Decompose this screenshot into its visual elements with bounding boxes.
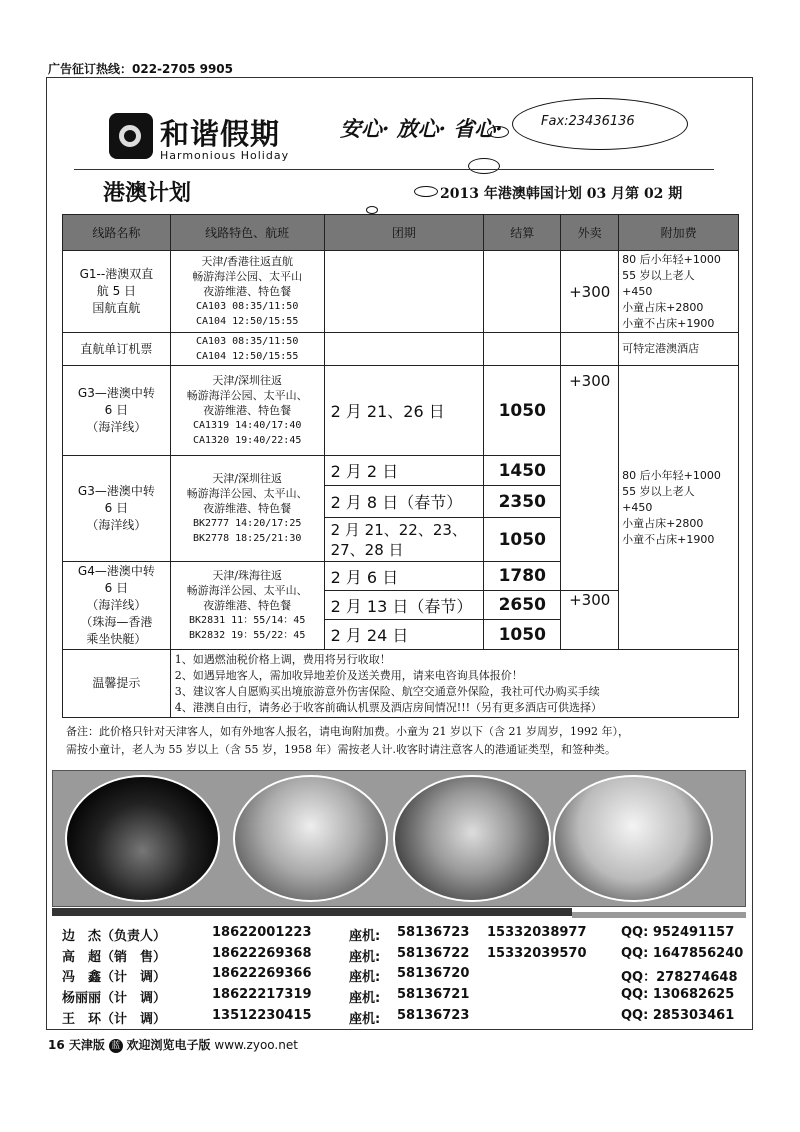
contact-mobile: 18622269368: [212, 946, 312, 961]
contact-row: [62, 1008, 742, 1029]
surcharge-g3-g4: [619, 366, 739, 650]
header-dates: 团期: [324, 215, 484, 251]
feature-line: 夜游维港、特色餐: [203, 599, 292, 612]
cloud-bubble-icon: [468, 158, 500, 174]
route-features-ticket: [170, 333, 324, 366]
flight-line: CA1319 14:40/17:40: [193, 420, 302, 431]
tip-item: 1、如遇燃油税价格上调，费用将另行收取！: [174, 652, 391, 666]
slogan: 安心· 放心· 省心·: [340, 116, 503, 141]
dolphin-photo: [233, 775, 388, 902]
route-name-ticket: 直航单订机票: [63, 333, 171, 366]
price-g1-empty: [484, 251, 561, 333]
contact-tel: 58136722: [397, 946, 470, 961]
feature-line: 天津/珠海往返: [212, 569, 283, 582]
flight-line: CA1320 19:40/22:45: [193, 435, 302, 446]
price-g3a: 1050: [484, 366, 561, 456]
contact-name: 杨丽丽（计 调）: [62, 991, 167, 1006]
contact-tel-label: 座机:: [349, 991, 381, 1006]
brand-name: 和谐假期: [160, 117, 281, 151]
route-features-g3a: [170, 366, 324, 456]
section-title: 港澳计划: [103, 180, 192, 206]
surcharge-line: 小童不占床+1900: [622, 316, 715, 330]
remarks-line: 备注：此价格只针对天津客人，如有外地客人报名，请电询附加费。小童为 21 岁以下（含 21 岁周岁，1992 年），: [66, 725, 629, 738]
divider-bar-light: [572, 912, 746, 918]
contact-mobile2: 15332038977: [487, 925, 587, 940]
tour-table: [62, 214, 739, 718]
contact-name: 高 超（销 售）: [62, 950, 167, 965]
contact-mobile: 18622217319: [212, 987, 312, 1002]
surcharge-line: 55 岁以上老人: [622, 484, 695, 498]
plan-oval-icon: [414, 186, 438, 197]
flight-line: CA104 12:50/15:55: [196, 316, 299, 327]
feature-line: 天津/深圳往返: [212, 472, 283, 485]
dates-ticket-empty: [324, 333, 484, 366]
route-name-line: 6 日: [104, 403, 129, 417]
contact-mobile: 13512230415: [212, 1008, 312, 1023]
dates-g1-empty: [324, 251, 484, 333]
route-name-line: G1--港澳双直: [79, 267, 154, 281]
dates-g3b-2: 2 月 8 日（春节）: [324, 486, 484, 518]
surcharge-line: +450: [622, 500, 653, 514]
feature-line: 天津/香港往返直航: [201, 255, 294, 268]
footer-url[interactable]: www.zyoo.net: [214, 1038, 298, 1052]
route-name-line: G3—港澳中转: [77, 386, 155, 400]
hongkong-night-photo: [65, 775, 220, 902]
table-row: [63, 366, 739, 456]
route-name-line: （海洋线）: [86, 518, 147, 532]
contact-name: 边 杰（负责人）: [62, 929, 167, 944]
route-name-g4: [63, 562, 171, 650]
flight-line: CA104 12:50/15:55: [196, 351, 299, 362]
flight-line: CA103 08:35/11:50: [196, 336, 299, 347]
header-features: 线路特色、航班: [170, 215, 324, 251]
contact-tel: 58136721: [397, 987, 470, 1002]
route-name-g1: [63, 251, 171, 333]
surcharge-line: 80 后小年轻+1000: [622, 468, 721, 482]
contact-tel-label: 座机:: [349, 950, 381, 965]
disney-mickey-photo: [393, 775, 551, 902]
remarks-line: 需按小童计，老人为 55 岁以上（含 55 岁，1958 年）需按老人计.收客时请注意客人的港通证类型，和签种类。: [66, 743, 616, 756]
retail-g1: +300: [561, 251, 619, 333]
header-divider: [74, 169, 714, 170]
plan-title: 2013 年港澳韩国计划 03 月第 02 期: [440, 186, 683, 202]
price-g4-1: 1780: [484, 562, 561, 591]
feature-line: 畅游海洋公园、太平山、: [186, 584, 308, 597]
route-name-line: G3—港澳中转: [77, 484, 155, 498]
flight-line: BK2831 11：55/14：45: [189, 615, 306, 626]
dates-g3b-3: 2 月 21、22、23、27、28 日: [324, 518, 484, 562]
contact-row: [62, 946, 742, 967]
contact-row: [62, 966, 742, 987]
surcharge-line: +450: [622, 284, 653, 298]
header-settlement: 结算: [484, 215, 561, 251]
contact-qq: QQ: 285303461: [621, 1008, 735, 1023]
retail-ticket-empty: [561, 333, 619, 366]
route-name-line: 乘坐快艇）: [86, 632, 147, 646]
page-number: 16 天津版: [48, 1038, 105, 1052]
route-name-line: 航 5 日: [96, 284, 137, 298]
dates-g3a: 2 月 21、26 日: [324, 366, 484, 456]
edition-badge-icon: 蓝: [109, 1039, 123, 1053]
feature-line: 畅游海洋公园、太平山、: [186, 487, 308, 500]
surcharge-ticket: 可特定港澳酒店: [619, 333, 739, 366]
contact-tel: 58136723: [397, 1008, 470, 1023]
contact-mobile: 18622001223: [212, 925, 312, 940]
header-surcharge: 附加费: [619, 215, 739, 251]
route-name-g3b: [63, 456, 171, 562]
contact-qq: QQ：278274648: [621, 970, 738, 985]
flight-line: CA103 08:35/11:50: [196, 301, 299, 312]
tip-item: 2、如遇异地客人，需加收异地差价及送关费用，请来电咨询具体报价！: [174, 668, 523, 682]
route-name-line: G4—港澳中转: [77, 564, 155, 578]
price-g3b-1: 1450: [484, 456, 561, 486]
photo-collage: [52, 770, 746, 907]
route-features-g1: [170, 251, 324, 333]
price-g4-2: 2650: [484, 591, 561, 620]
table-row: [63, 650, 739, 718]
flight-line: BK2778 18:25/21:30: [193, 533, 302, 544]
contact-tel: 58136723: [397, 925, 470, 940]
contact-name: 王 环（计 调）: [62, 1012, 167, 1027]
flight-line: BK2777 14:20/17:25: [193, 518, 302, 529]
price-g3b-3: 1050: [484, 518, 561, 562]
table-header-row: [63, 215, 739, 251]
route-name-line: （海洋线）: [86, 598, 147, 612]
contact-row: [62, 987, 742, 1008]
feature-line: 畅游海洋公园、太平山: [192, 270, 303, 283]
price-g4-3: 1050: [484, 620, 561, 650]
surcharge-line: 55 岁以上老人: [622, 268, 695, 282]
route-name-line: 6 日: [104, 501, 129, 515]
remarks: [62, 723, 739, 761]
surcharge-line: 小童不占床+1900: [622, 532, 715, 546]
cloud-bubble-icon: [366, 206, 378, 214]
header-route: 线路名称: [63, 215, 171, 251]
contact-name: 冯 鑫（计 调）: [62, 970, 167, 985]
contact-mobile2: 15332039570: [487, 946, 587, 961]
feature-line: 夜游维港、特色餐: [203, 502, 292, 515]
route-name-line: （海洋线）: [86, 420, 147, 434]
price-ticket-empty: [484, 333, 561, 366]
page-footer: [48, 1036, 298, 1053]
dates-g3b-1: 2 月 2 日: [324, 456, 484, 486]
contact-tel-label: 座机:: [349, 970, 381, 985]
table-row: [63, 251, 739, 333]
retail-g3: +300: [561, 366, 619, 591]
contact-qq: QQ: 1647856240: [621, 946, 744, 961]
feature-line: 畅游海洋公园、太平山、: [186, 389, 308, 402]
cloud-bubble-icon: [487, 126, 509, 138]
surcharge-line: 小童占床+2800: [622, 300, 704, 314]
header-retail: 外卖: [561, 215, 619, 251]
route-name-g3a: [63, 366, 171, 456]
contact-tel: 58136720: [397, 966, 470, 981]
contact-qq: QQ: 952491157: [621, 925, 735, 940]
dates-g4-1: 2 月 6 日: [324, 562, 484, 591]
dates-g4-3: 2 月 24 日: [324, 620, 484, 650]
tip-item: 3、建议客人自愿购买出境旅游意外伤害保险、航空交通意外保险，我社可代办购买手续: [174, 684, 600, 698]
route-name-line: 国航直航: [92, 301, 141, 315]
contact-mobile: 18622269366: [212, 966, 312, 981]
tips-label: 温馨提示: [63, 650, 171, 718]
fax-number: Fax:23436136: [541, 114, 635, 129]
feature-line: 夜游维港、特色餐: [203, 285, 292, 298]
brand-logo-icon: [109, 113, 153, 159]
feature-line: 天津/深圳往返: [212, 374, 283, 387]
tips-list: [170, 650, 738, 718]
surcharge-g1: [619, 251, 739, 333]
surcharge-line: 80 后小年轻+1000: [622, 252, 721, 266]
dates-g4-2: 2 月 13 日（春节）: [324, 591, 484, 620]
divider-bar: [52, 908, 572, 916]
feature-line: 夜游维港、特色餐: [203, 404, 292, 417]
contact-tel-label: 座机:: [349, 1012, 381, 1027]
tip-item: 4、港澳自由行，请务必于收客前确认机票及酒店房间情况!!!（另有更多酒店可供选择）: [174, 700, 603, 714]
retail-g4: +300: [561, 591, 619, 650]
eiffel-tower-photo: [553, 775, 713, 902]
contact-tel-label: 座机:: [349, 929, 381, 944]
ad-hotline: 广告征订热线：022-2705 9905: [48, 62, 234, 76]
footer-text: 欢迎浏览电子版: [126, 1038, 211, 1052]
brand-name-en: Harmonious Holiday: [160, 149, 290, 162]
price-g3b-2: 2350: [484, 486, 561, 518]
table-row: [63, 333, 739, 366]
route-name-line: （珠海—香港: [80, 615, 153, 629]
route-features-g4: [170, 562, 324, 650]
contact-row: [62, 925, 742, 946]
surcharge-line: 小童占床+2800: [622, 516, 704, 530]
route-features-g3b: [170, 456, 324, 562]
contact-qq: QQ: 130682625: [621, 987, 735, 1002]
flight-line: BK2832 19：55/22：45: [189, 630, 306, 641]
route-name-line: 6 日: [104, 581, 129, 595]
